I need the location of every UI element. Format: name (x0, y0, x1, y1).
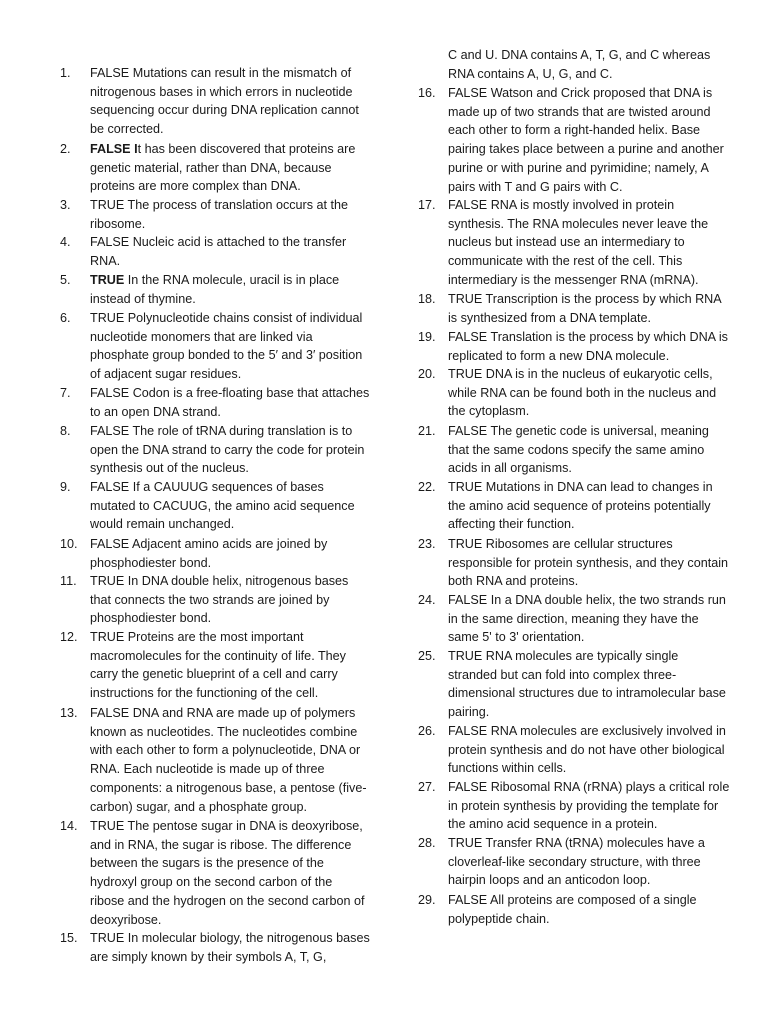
list-item-text (90, 817, 370, 929)
list-item-number: 18. (418, 292, 436, 306)
list-item-number: 28. (418, 836, 436, 850)
list-item-14 (60, 817, 370, 929)
list-item-statement: FALSE All proteins are composed of a single polypeptide chain. (448, 893, 697, 926)
list-item-statement: FALSE Translation is the process by which DNA is replicated to form a new DNA molecule. (448, 330, 728, 363)
list-item-statement: FALSE Mutations can result in the mismatch of nitrogenous bases in which errors in nucleotide sequencing occur during DNA replication cannot be corrected. (90, 66, 359, 137)
list-item-27 (418, 778, 730, 834)
list-item-number: 19. (418, 330, 436, 344)
list-item-number: 17. (418, 198, 436, 212)
list-item-statement: FALSE If a CAUUUG sequences of bases mutated to CACUUG, the amino acid sequence would remain unchanged. (90, 480, 355, 532)
list-item-statement: TRUE Ribosomes are cellular structures responsible for protein synthesis, and they contain both RNA and proteins. (448, 537, 729, 589)
list-item-text (448, 478, 730, 534)
list-item-2 (60, 140, 370, 196)
list-item-number: 23. (418, 537, 436, 551)
list-item-text (448, 365, 730, 421)
list-item-number: 16. (418, 86, 436, 100)
list-item-statement: FALSE In a DNA double helix, the two strands run in the same direction, meaning they have the same 5' to 3' orientation. (448, 593, 726, 645)
list-item-statement: TRUE The pentose sugar in DNA is deoxyribose, and in RNA, the sugar is ribose. The difference between the sugars is the presence of the hydroxyl group on the second carbon of the ribose and the hydrogen on the second carbon of deoxyribose. (90, 819, 365, 927)
list-item-statement: TRUE Polynucleotide chains consist of individual nucleotide monomers that are linked via phosphate group bonded to the 5′ and 3′ position of adjacent sugar residues. (90, 311, 363, 382)
list-item-number: 14. (60, 819, 78, 833)
list-item-15 (60, 929, 370, 966)
list-item-number: 12. (60, 630, 78, 644)
list-item-number: 22. (418, 480, 436, 494)
list-item-text (90, 572, 370, 628)
list-item-12 (60, 628, 370, 703)
list-item-number: 4. (60, 235, 71, 249)
list-item-text (448, 591, 730, 647)
list-item-13 (60, 704, 370, 816)
list-item-statement: FALSE Watson and Crick proposed that DNA is made up of two strands that are twisted around each other to form a right-handed helix. Base pairing takes place between a purine and another purine or with purine and pyrimidine; namely, A pairs with T and G pairs with C. (448, 86, 724, 194)
list-item-number: 6. (60, 311, 71, 325)
list-item-10 (60, 535, 370, 572)
list-item-text (448, 328, 730, 365)
list-item-19 (418, 328, 730, 365)
list-item-5 (60, 271, 370, 308)
list-item-number: 8. (60, 424, 71, 438)
list-item-text (90, 704, 370, 816)
list-item-number: 27. (418, 780, 436, 794)
list-item-text (90, 628, 370, 703)
list-item-number: 5. (60, 273, 71, 287)
list-item-text (90, 196, 370, 233)
list-item-statement: TRUE Transfer RNA (tRNA) molecules have a cloverleaf-like secondary structure, with three hairpin loops and an anticodon loop. (448, 836, 705, 888)
list-item-number: 26. (418, 724, 436, 738)
list-item-text (448, 422, 730, 478)
list-item-text (90, 233, 370, 270)
list-item-statement: TRUE In molecular biology, the nitrogenous bases are simply known by their symbols A, T, G, (90, 931, 370, 964)
list-item-text (90, 535, 370, 572)
list-item-statement: In the RNA molecule, uracil is in place instead of thymine. (90, 273, 340, 306)
list-item-18 (418, 290, 730, 327)
list-item-text (448, 535, 730, 591)
list-item-text (90, 309, 370, 384)
list-item-24 (418, 591, 730, 647)
list-item-22 (418, 478, 730, 534)
list-item-20 (418, 365, 730, 421)
list-item-text (90, 384, 370, 421)
list-item-bold-label: FALSE I (90, 142, 138, 156)
list-item-number: 2. (60, 142, 71, 156)
list-item-29 (418, 891, 730, 928)
list-item-number: 29. (418, 893, 436, 907)
list-item-6 (60, 309, 370, 384)
list-item-statement: FALSE Nucleic acid is attached to the transfer RNA. (90, 235, 347, 268)
list-item-number: 1. (60, 66, 71, 80)
list-item-text (448, 647, 730, 722)
list-item-statement: FALSE Adjacent amino acids are joined by phosphodiester bond. (90, 537, 328, 570)
list-item-bold-label: TRUE (90, 273, 125, 287)
list-item-25 (418, 647, 730, 722)
list-item-statement: FALSE RNA is mostly involved in protein synthesis. The RNA molecules never leave the nucleus but instead use an intermediary to communicate with the rest of the cell. This intermediary is the messenger RNA (mRNA). (448, 198, 709, 287)
list-item-text: C and U. DNA contains A, T, G, and C whereas RNA contains A, U, G, and C. (448, 48, 711, 81)
list-item-statement: TRUE Transcription is the process by which RNA is synthesized from a DNA template. (448, 292, 721, 325)
list-item-text (448, 290, 730, 327)
list-item-statement: FALSE Ribosomal RNA (rRNA) plays a critical role in protein synthesis by providing the template for the amino acid sequence in a protein. (448, 780, 730, 832)
list-item-number: 21. (418, 424, 436, 438)
list-item-number: 13. (60, 706, 78, 720)
list-item-number: 15. (60, 931, 78, 945)
list-item-statement: FALSE The role of tRNA during translation is to open the DNA strand to carry the code for protein synthesis out of the nucleus. (90, 424, 365, 476)
list-item-text (448, 778, 730, 834)
list-item-statement: TRUE Mutations in DNA can lead to changes in the amino acid sequence of proteins potentially affecting their function. (448, 480, 713, 532)
list-item-statement: t has been discovered that proteins are genetic material, rather than DNA, because proteins are more complex than DNA. (90, 142, 356, 194)
list-item-text (448, 834, 730, 890)
list-item-statement: TRUE DNA is in the nucleus of eukaryotic cells, while RNA can be found both in the nucleus and the cytoplasm. (448, 367, 717, 419)
list-item-number: 9. (60, 480, 71, 494)
list-item-9 (60, 478, 370, 534)
list-item-number: 25. (418, 649, 436, 663)
list-item-text (90, 140, 370, 196)
list-item-number: 24. (418, 593, 436, 607)
list-item-28 (418, 834, 730, 890)
list-item-text (448, 722, 730, 778)
list-item-number: 7. (60, 386, 71, 400)
list-item-statement: TRUE The process of translation occurs at the ribosome. (90, 198, 349, 231)
list-item-text (448, 196, 730, 290)
list-item-15-continued (418, 46, 730, 83)
list-item-text (448, 84, 730, 196)
list-item-16 (418, 84, 730, 196)
list-item-text (90, 271, 370, 308)
list-item-statement: FALSE The genetic code is universal, meaning that the same codons specify the same amino acids in all organisms. (448, 424, 709, 476)
list-item-8 (60, 422, 370, 478)
list-item-text (90, 478, 370, 534)
list-item-text (90, 929, 370, 966)
list-item-11 (60, 572, 370, 628)
list-item-23 (418, 535, 730, 591)
list-item-statement: TRUE Proteins are the most important macromolecules for the continuity of life. They carry the genetic blueprint of a cell and carry instructions for the functioning of the cell. (90, 630, 346, 701)
list-item-4 (60, 233, 370, 270)
list-item-statement: FALSE DNA and RNA are made up of polymers known as nucleotides. The nucleotides combine with each other to form a polynucleotide, DNA or RNA. Each nucleotide is made up of three components: a nitrogenous base, a pentose (five-carbon) sugar, and a phosphate group. (90, 706, 367, 814)
list-item-statement: FALSE Codon is a free-floating base that attaches to an open DNA strand. (90, 386, 370, 419)
list-item-21 (418, 422, 730, 478)
list-item-statement: TRUE RNA molecules are typically single stranded but can fold into complex three-dimensional structures due to intramolecular base pairing. (448, 649, 726, 720)
list-item-statement: FALSE RNA molecules are exclusively involved in protein synthesis and do not have other biological functions within cells. (448, 724, 726, 776)
list-item-17 (418, 196, 730, 290)
list-item-number: 10. (60, 537, 78, 551)
list-item-text (90, 422, 370, 478)
list-item-text (448, 891, 730, 928)
list-item-statement: TRUE In DNA double helix, nitrogenous bases that connects the two strands are joined by phosphodiester bond. (90, 574, 349, 626)
list-item-number: 20. (418, 367, 436, 381)
list-item-1 (60, 64, 370, 139)
list-item-26 (418, 722, 730, 778)
list-item-7 (60, 384, 370, 421)
list-item-3 (60, 196, 370, 233)
list-item-number: 3. (60, 198, 71, 212)
list-item-number: 11. (60, 574, 77, 588)
list-item-text (90, 64, 370, 139)
